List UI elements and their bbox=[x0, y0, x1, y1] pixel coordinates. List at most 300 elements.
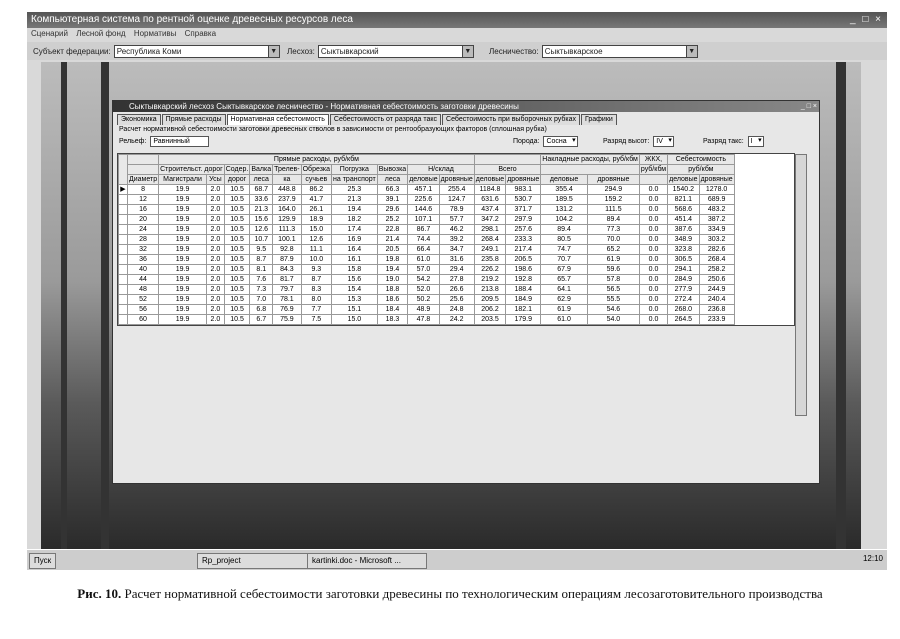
table-row[interactable] bbox=[119, 305, 735, 315]
table-cell[interactable]: 306.5 bbox=[668, 255, 699, 265]
table-cell[interactable]: 8.7 bbox=[301, 275, 331, 285]
table-cell[interactable]: 371.7 bbox=[506, 205, 541, 215]
table-cell[interactable]: 0.0 bbox=[639, 265, 667, 275]
table-cell[interactable]: 66.3 bbox=[377, 185, 407, 195]
table-cell[interactable]: 87.9 bbox=[273, 255, 301, 265]
table-cell[interactable]: 2.0 bbox=[206, 235, 224, 245]
table-cell[interactable]: 16.1 bbox=[332, 255, 378, 265]
table-cell[interactable]: 25.2 bbox=[377, 215, 407, 225]
table-cell[interactable]: 217.4 bbox=[506, 245, 541, 255]
table-cell[interactable]: 54.6 bbox=[587, 305, 639, 315]
table-cell[interactable]: 294.9 bbox=[587, 185, 639, 195]
table-cell[interactable]: 10.5 bbox=[224, 295, 250, 305]
table-cell[interactable]: 258.2 bbox=[699, 265, 734, 275]
taskbar-item-kartinki[interactable]: kartinki.doc - Microsoft ... bbox=[307, 553, 427, 569]
taskbar-item-rp-project[interactable]: Rp_project bbox=[197, 553, 327, 569]
table-cell[interactable]: 334.9 bbox=[699, 225, 734, 235]
table-cell[interactable]: 0.0 bbox=[639, 295, 667, 305]
table-cell[interactable]: 84.3 bbox=[273, 265, 301, 275]
col-skidding[interactable]: ка bbox=[273, 175, 301, 185]
table-cell[interactable]: 0.0 bbox=[639, 275, 667, 285]
table-cell[interactable]: 2.0 bbox=[206, 255, 224, 265]
table-cell[interactable]: 19.9 bbox=[159, 205, 207, 215]
row-indicator[interactable] bbox=[119, 225, 128, 235]
table-cell[interactable]: 226.2 bbox=[474, 265, 505, 275]
start-button[interactable] bbox=[29, 553, 56, 569]
table-cell[interactable]: 18.8 bbox=[377, 285, 407, 295]
table-cell[interactable]: 348.9 bbox=[668, 235, 699, 245]
table-cell[interactable]: 25.6 bbox=[439, 295, 474, 305]
table-cell[interactable]: 2.0 bbox=[206, 315, 224, 325]
table-cell[interactable]: 46.2 bbox=[439, 225, 474, 235]
tax-dropdown[interactable]: I ▾ bbox=[748, 136, 764, 147]
tab-cost-selective[interactable]: Себестоимость при выборочных рубках bbox=[442, 114, 580, 125]
table-cell[interactable]: 76.9 bbox=[273, 305, 301, 315]
row-indicator[interactable] bbox=[119, 275, 128, 285]
table-cell[interactable]: 21.3 bbox=[250, 205, 273, 215]
row-indicator[interactable] bbox=[119, 195, 128, 205]
table-row[interactable] bbox=[119, 295, 735, 305]
table-cell[interactable]: 89.4 bbox=[587, 215, 639, 225]
table-cell[interactable]: 19.9 bbox=[159, 315, 207, 325]
table-cell[interactable]: 15.6 bbox=[332, 275, 378, 285]
table-cell[interactable]: 56.5 bbox=[587, 285, 639, 295]
table-cell[interactable]: 10.0 bbox=[301, 255, 331, 265]
table-cell[interactable]: 2.0 bbox=[206, 285, 224, 295]
table-cell[interactable]: 18.2 bbox=[332, 215, 378, 225]
table-cell[interactable]: 28 bbox=[128, 235, 159, 245]
row-indicator[interactable] bbox=[119, 315, 128, 325]
table-cell[interactable]: 203.5 bbox=[474, 315, 505, 325]
table-cell[interactable]: 15.3 bbox=[332, 295, 378, 305]
table-cell[interactable]: 39.2 bbox=[439, 235, 474, 245]
table-cell[interactable]: 2.0 bbox=[206, 205, 224, 215]
table-cell[interactable]: 78.1 bbox=[273, 295, 301, 305]
table-cell[interactable]: 6.7 bbox=[250, 315, 273, 325]
table-cell[interactable]: 20.5 bbox=[377, 245, 407, 255]
table-cell[interactable]: 29.6 bbox=[377, 205, 407, 215]
table-cell[interactable]: 54.0 bbox=[587, 315, 639, 325]
table-cell[interactable]: 68.7 bbox=[250, 185, 273, 195]
table-cell[interactable]: 15.8 bbox=[332, 265, 378, 275]
table-cell[interactable]: 347.2 bbox=[474, 215, 505, 225]
table-cell[interactable]: 22.8 bbox=[377, 225, 407, 235]
col-cost-business[interactable]: деловые bbox=[669, 176, 698, 183]
table-cell[interactable]: 24.8 bbox=[439, 305, 474, 315]
table-cell[interactable]: 21.4 bbox=[377, 235, 407, 245]
table-cell[interactable]: 8.3 bbox=[301, 285, 331, 295]
table-cell[interactable]: 70.0 bbox=[587, 235, 639, 245]
table-cell[interactable]: 448.8 bbox=[273, 185, 301, 195]
table-cell[interactable]: 19.9 bbox=[159, 285, 207, 295]
table-cell[interactable]: 0.0 bbox=[639, 305, 667, 315]
table-cell[interactable]: 52.0 bbox=[408, 285, 439, 295]
table-cell[interactable]: 0.0 bbox=[639, 245, 667, 255]
table-cell[interactable]: 1540.2 bbox=[668, 185, 699, 195]
table-cell[interactable]: 7.7 bbox=[301, 305, 331, 315]
table-cell[interactable]: 39.1 bbox=[377, 195, 407, 205]
table-cell[interactable]: 18.3 bbox=[377, 315, 407, 325]
row-indicator[interactable] bbox=[119, 305, 128, 315]
table-cell[interactable]: 52 bbox=[128, 295, 159, 305]
subject-dropdown[interactable] bbox=[114, 45, 280, 58]
table-cell[interactable]: 86.2 bbox=[301, 185, 331, 195]
table-cell[interactable]: 282.6 bbox=[699, 245, 734, 255]
lesnichestvo-dropdown[interactable] bbox=[542, 45, 698, 58]
tab-direct-costs[interactable]: Прямые расходы bbox=[162, 114, 226, 125]
col-total-fuel[interactable]: дровяные bbox=[507, 176, 540, 183]
table-cell[interactable]: 2.0 bbox=[206, 295, 224, 305]
table-cell[interactable]: 250.6 bbox=[699, 275, 734, 285]
table-cell[interactable]: 11.1 bbox=[301, 245, 331, 255]
table-cell[interactable]: 60 bbox=[128, 315, 159, 325]
table-cell[interactable]: 18.9 bbox=[301, 215, 331, 225]
menu-item-help[interactable]: Справка bbox=[184, 29, 217, 38]
row-indicator[interactable] bbox=[119, 265, 128, 275]
table-cell[interactable]: 10.5 bbox=[224, 225, 250, 235]
table-cell[interactable]: 16.9 bbox=[332, 235, 378, 245]
table-cell[interactable]: 457.1 bbox=[408, 185, 439, 195]
table-cell[interactable]: 0.0 bbox=[639, 215, 667, 225]
table-cell[interactable]: 206.2 bbox=[474, 305, 505, 315]
table-cell[interactable]: 8.1 bbox=[250, 265, 273, 275]
table-cell[interactable]: 19.4 bbox=[377, 265, 407, 275]
table-row[interactable] bbox=[119, 255, 735, 265]
table-cell[interactable]: 26.1 bbox=[301, 205, 331, 215]
table-cell[interactable]: 15.0 bbox=[301, 225, 331, 235]
leskhoz-dropdown[interactable] bbox=[318, 45, 474, 58]
table-cell[interactable]: 54.2 bbox=[408, 275, 439, 285]
table-cell[interactable]: 8.7 bbox=[250, 255, 273, 265]
table-cell[interactable]: 10.5 bbox=[224, 315, 250, 325]
table-cell[interactable]: 15.4 bbox=[332, 285, 378, 295]
table-row[interactable] bbox=[119, 185, 735, 195]
table-cell[interactable]: 19.9 bbox=[159, 255, 207, 265]
table-cell[interactable]: 1184.8 bbox=[474, 185, 505, 195]
table-cell[interactable]: 2.0 bbox=[206, 215, 224, 225]
table-cell[interactable]: 2.0 bbox=[206, 185, 224, 195]
table-cell[interactable]: 198.6 bbox=[506, 265, 541, 275]
table-cell[interactable]: 387.6 bbox=[668, 225, 699, 235]
table-cell[interactable]: 19.9 bbox=[159, 275, 207, 285]
table-cell[interactable]: 16.4 bbox=[332, 245, 378, 255]
table-cell[interactable]: 355.4 bbox=[541, 185, 588, 195]
chevron-down-icon[interactable]: ▼ bbox=[686, 46, 697, 57]
table-cell[interactable]: 65.7 bbox=[541, 275, 588, 285]
table-cell[interactable]: 48.9 bbox=[408, 305, 439, 315]
table-cell[interactable]: 294.1 bbox=[668, 265, 699, 275]
table-cell[interactable]: 530.7 bbox=[506, 195, 541, 205]
col-total-business[interactable]: деловые bbox=[475, 176, 505, 183]
table-cell[interactable]: 159.2 bbox=[587, 195, 639, 205]
col-cost-fuel[interactable]: дровяные bbox=[700, 176, 733, 183]
col-usy[interactable]: Усы bbox=[206, 175, 224, 185]
table-cell[interactable]: 18.6 bbox=[377, 295, 407, 305]
chevron-down-icon[interactable]: ▼ bbox=[462, 46, 473, 57]
table-cell[interactable]: 233.9 bbox=[699, 315, 734, 325]
table-cell[interactable]: 192.8 bbox=[506, 275, 541, 285]
table-cell[interactable]: 213.8 bbox=[474, 285, 505, 295]
table-cell[interactable]: 57.7 bbox=[439, 215, 474, 225]
table-cell[interactable]: 50.2 bbox=[408, 295, 439, 305]
table-cell[interactable]: 56 bbox=[128, 305, 159, 315]
table-cell[interactable]: 10.5 bbox=[224, 195, 250, 205]
table-cell[interactable]: 111.3 bbox=[273, 225, 301, 235]
table-cell[interactable]: 568.6 bbox=[668, 205, 699, 215]
row-indicator[interactable] bbox=[119, 255, 128, 265]
table-cell[interactable]: 36 bbox=[128, 255, 159, 265]
table-cell[interactable]: 29.4 bbox=[439, 265, 474, 275]
table-cell[interactable]: 264.5 bbox=[668, 315, 699, 325]
table-cell[interactable]: 26.6 bbox=[439, 285, 474, 295]
table-cell[interactable]: 19.9 bbox=[159, 295, 207, 305]
table-cell[interactable]: 66.4 bbox=[408, 245, 439, 255]
tab-charts[interactable]: Графики bbox=[581, 114, 617, 125]
table-cell[interactable]: 257.6 bbox=[506, 225, 541, 235]
table-cell[interactable]: 225.6 bbox=[408, 195, 439, 205]
table-cell[interactable]: 188.4 bbox=[506, 285, 541, 295]
table-cell[interactable]: 144.6 bbox=[408, 205, 439, 215]
chevron-down-icon[interactable]: ▼ bbox=[268, 46, 279, 57]
table-cell[interactable]: 21.3 bbox=[332, 195, 378, 205]
table-cell[interactable]: 272.4 bbox=[668, 295, 699, 305]
table-cell[interactable]: 80.5 bbox=[541, 235, 588, 245]
table-cell[interactable]: 61.9 bbox=[587, 255, 639, 265]
col-diameter[interactable]: Диаметр bbox=[129, 176, 158, 183]
table-cell[interactable]: 8.0 bbox=[301, 295, 331, 305]
table-cell[interactable]: 10.7 bbox=[250, 235, 273, 245]
table-cell[interactable]: 19.9 bbox=[159, 225, 207, 235]
table-cell[interactable]: 19.9 bbox=[159, 195, 207, 205]
table-cell[interactable]: 9.5 bbox=[250, 245, 273, 255]
table-cell[interactable]: 10.5 bbox=[224, 185, 250, 195]
col-overhead-business[interactable]: деловые bbox=[541, 175, 588, 185]
table-cell[interactable]: 0.0 bbox=[639, 185, 667, 195]
table-cell[interactable]: 81.7 bbox=[273, 275, 301, 285]
table-cell[interactable]: 277.9 bbox=[668, 285, 699, 295]
table-cell[interactable]: 323.8 bbox=[668, 245, 699, 255]
table-cell[interactable]: 15.1 bbox=[332, 305, 378, 315]
table-cell[interactable]: 235.8 bbox=[474, 255, 505, 265]
height-dropdown[interactable]: IV ▾ bbox=[653, 136, 674, 147]
table-cell[interactable]: 206.5 bbox=[506, 255, 541, 265]
table-cell[interactable]: 92.8 bbox=[273, 245, 301, 255]
row-indicator[interactable] bbox=[119, 295, 128, 305]
table-cell[interactable]: 182.1 bbox=[506, 305, 541, 315]
table-cell[interactable]: 16 bbox=[128, 205, 159, 215]
table-row[interactable] bbox=[119, 315, 735, 325]
table-cell[interactable]: 89.4 bbox=[541, 225, 588, 235]
table-cell[interactable]: 34.7 bbox=[439, 245, 474, 255]
table-cell[interactable]: 32 bbox=[128, 245, 159, 255]
table-cell[interactable]: 104.2 bbox=[541, 215, 588, 225]
table-cell[interactable]: 233.3 bbox=[506, 235, 541, 245]
table-cell[interactable]: 10.5 bbox=[224, 265, 250, 275]
table-cell[interactable]: 78.9 bbox=[439, 205, 474, 215]
row-indicator[interactable] bbox=[119, 235, 128, 245]
table-cell[interactable]: 17.4 bbox=[332, 225, 378, 235]
table-cell[interactable]: 19.0 bbox=[377, 275, 407, 285]
table-cell[interactable]: 2.0 bbox=[206, 225, 224, 235]
table-cell[interactable]: 821.1 bbox=[668, 195, 699, 205]
table-cell[interactable]: 437.4 bbox=[474, 205, 505, 215]
col-overhead-fuel[interactable]: дровяные bbox=[587, 175, 639, 185]
table-cell[interactable]: 129.9 bbox=[273, 215, 301, 225]
table-cell[interactable]: 55.5 bbox=[587, 295, 639, 305]
table-cell[interactable]: 107.1 bbox=[408, 215, 439, 225]
table-row[interactable] bbox=[119, 215, 735, 225]
table-cell[interactable]: 0.0 bbox=[639, 225, 667, 235]
table-cell[interactable]: 184.9 bbox=[506, 295, 541, 305]
table-cell[interactable]: 2.0 bbox=[206, 305, 224, 315]
table-cell[interactable]: 31.6 bbox=[439, 255, 474, 265]
table-cell[interactable]: 2.0 bbox=[206, 195, 224, 205]
table-cell[interactable]: 57.8 bbox=[587, 275, 639, 285]
col-nsklad-business[interactable]: деловые bbox=[409, 176, 438, 183]
table-cell[interactable]: 0.0 bbox=[639, 195, 667, 205]
table-cell[interactable]: 219.2 bbox=[474, 275, 505, 285]
table-cell[interactable]: 179.9 bbox=[506, 315, 541, 325]
table-cell[interactable]: 10.5 bbox=[224, 285, 250, 295]
table-row[interactable] bbox=[119, 235, 735, 245]
table-cell[interactable]: 15.0 bbox=[332, 315, 378, 325]
table-cell[interactable]: 387.2 bbox=[699, 215, 734, 225]
table-cell[interactable]: 19.9 bbox=[159, 305, 207, 315]
table-cell[interactable]: 10.5 bbox=[224, 245, 250, 255]
table-cell[interactable]: 10.5 bbox=[224, 255, 250, 265]
table-cell[interactable]: 61.0 bbox=[408, 255, 439, 265]
row-indicator[interactable]: ▶ bbox=[120, 186, 126, 193]
table-cell[interactable]: 19.9 bbox=[159, 185, 207, 195]
table-cell[interactable]: 19.4 bbox=[332, 205, 378, 215]
table-cell[interactable]: 77.3 bbox=[587, 225, 639, 235]
table-row[interactable] bbox=[119, 205, 735, 215]
table-cell[interactable]: 303.2 bbox=[699, 235, 734, 245]
table-row[interactable] bbox=[119, 225, 735, 235]
table-cell[interactable]: 12 bbox=[128, 195, 159, 205]
table-cell[interactable]: 40 bbox=[128, 265, 159, 275]
table-cell[interactable]: 57.0 bbox=[408, 265, 439, 275]
vertical-scrollbar[interactable] bbox=[795, 154, 807, 416]
tab-economics[interactable]: Экономика bbox=[117, 114, 161, 125]
table-cell[interactable]: 19.9 bbox=[159, 235, 207, 245]
table-cell[interactable]: 20 bbox=[128, 215, 159, 225]
table-cell[interactable]: 7.6 bbox=[250, 275, 273, 285]
menu-item-scenario[interactable]: Сценарий bbox=[31, 29, 68, 38]
table-cell[interactable]: 74.4 bbox=[408, 235, 439, 245]
table-cell[interactable]: 74.7 bbox=[541, 245, 588, 255]
table-cell[interactable]: 75.9 bbox=[273, 315, 301, 325]
table-cell[interactable]: 7.0 bbox=[250, 295, 273, 305]
table-cell[interactable]: 59.6 bbox=[587, 265, 639, 275]
table-cell[interactable]: 268.4 bbox=[474, 235, 505, 245]
col-hauling[interactable]: леса bbox=[377, 175, 407, 185]
table-cell[interactable]: 255.4 bbox=[439, 185, 474, 195]
table-cell[interactable]: 48 bbox=[128, 285, 159, 295]
table-cell[interactable]: 47.8 bbox=[408, 315, 439, 325]
table-cell[interactable]: 2.0 bbox=[206, 245, 224, 255]
table-cell[interactable]: 61.9 bbox=[541, 305, 588, 315]
table-cell[interactable]: 10.5 bbox=[224, 215, 250, 225]
table-cell[interactable]: 64.1 bbox=[541, 285, 588, 295]
table-cell[interactable]: 10.5 bbox=[224, 205, 250, 215]
table-cell[interactable]: 236.8 bbox=[699, 305, 734, 315]
table-cell[interactable]: 41.7 bbox=[301, 195, 331, 205]
col-delimbing[interactable]: сучьев bbox=[301, 175, 331, 185]
table-cell[interactable]: 24 bbox=[128, 225, 159, 235]
table-cell[interactable]: 451.4 bbox=[668, 215, 699, 225]
table-row[interactable] bbox=[119, 285, 735, 295]
table-cell[interactable]: 240.4 bbox=[699, 295, 734, 305]
table-cell[interactable]: 6.8 bbox=[250, 305, 273, 315]
menu-item-norms[interactable]: Нормативы bbox=[133, 29, 177, 38]
table-cell[interactable]: 100.1 bbox=[273, 235, 301, 245]
table-cell[interactable]: 44 bbox=[128, 275, 159, 285]
table-cell[interactable]: 19.9 bbox=[159, 215, 207, 225]
table-cell[interactable]: 7.5 bbox=[301, 315, 331, 325]
table-cell[interactable]: 61.0 bbox=[541, 315, 588, 325]
table-cell[interactable]: 10.5 bbox=[224, 305, 250, 315]
table-cell[interactable]: 631.6 bbox=[474, 195, 505, 205]
table-cell[interactable]: 0.0 bbox=[639, 255, 667, 265]
tab-cost-by-tax-grade[interactable]: Себестоимость от разряда такс bbox=[330, 114, 441, 125]
col-magistral[interactable]: Магистрали bbox=[159, 175, 207, 185]
table-cell[interactable]: 0.0 bbox=[639, 205, 667, 215]
table-row[interactable] bbox=[119, 265, 735, 275]
window-controls[interactable]: _ □ × bbox=[800, 103, 817, 110]
table-cell[interactable]: 483.2 bbox=[699, 205, 734, 215]
table-cell[interactable]: 8 bbox=[128, 185, 159, 195]
table-cell[interactable]: 124.7 bbox=[439, 195, 474, 205]
row-indicator[interactable] bbox=[119, 285, 128, 295]
table-cell[interactable]: 86.7 bbox=[408, 225, 439, 235]
table-cell[interactable]: 244.9 bbox=[699, 285, 734, 295]
table-cell[interactable]: 983.1 bbox=[506, 185, 541, 195]
row-indicator[interactable] bbox=[119, 215, 128, 225]
col-road-maint[interactable]: дорог bbox=[224, 175, 250, 185]
table-cell[interactable]: 209.5 bbox=[474, 295, 505, 305]
table-cell[interactable]: 33.6 bbox=[250, 195, 273, 205]
table-cell[interactable]: 268.0 bbox=[668, 305, 699, 315]
table-cell[interactable]: 189.5 bbox=[541, 195, 588, 205]
table-cell[interactable]: 2.0 bbox=[206, 265, 224, 275]
row-indicator[interactable] bbox=[119, 205, 128, 215]
table-cell[interactable]: 131.2 bbox=[541, 205, 588, 215]
menu-item-forest-fund[interactable]: Лесной фонд bbox=[76, 29, 126, 38]
table-cell[interactable]: 10.5 bbox=[224, 275, 250, 285]
table-cell[interactable]: 249.1 bbox=[474, 245, 505, 255]
table-cell[interactable]: 19.9 bbox=[159, 265, 207, 275]
window-controls[interactable]: _ □ × bbox=[850, 14, 883, 25]
row-indicator[interactable] bbox=[119, 245, 128, 255]
table-row[interactable] bbox=[119, 195, 735, 205]
table-cell[interactable]: 1278.0 bbox=[699, 185, 734, 195]
table-cell[interactable]: 298.1 bbox=[474, 225, 505, 235]
table-cell[interactable]: 10.5 bbox=[224, 235, 250, 245]
table-cell[interactable]: 268.4 bbox=[699, 255, 734, 265]
table-cell[interactable]: 9.3 bbox=[301, 265, 331, 275]
table-row[interactable] bbox=[119, 245, 735, 255]
table-cell[interactable]: 111.5 bbox=[587, 205, 639, 215]
table-cell[interactable]: 19.9 bbox=[159, 245, 207, 255]
col-loading[interactable]: на транспорт bbox=[333, 176, 376, 183]
relief-field[interactable]: Равнинный bbox=[150, 136, 209, 147]
table-cell[interactable]: 79.7 bbox=[273, 285, 301, 295]
table-cell[interactable]: 70.7 bbox=[541, 255, 588, 265]
table-cell[interactable]: 2.0 bbox=[206, 275, 224, 285]
table-cell[interactable]: 27.8 bbox=[439, 275, 474, 285]
table-cell[interactable]: 15.6 bbox=[250, 215, 273, 225]
